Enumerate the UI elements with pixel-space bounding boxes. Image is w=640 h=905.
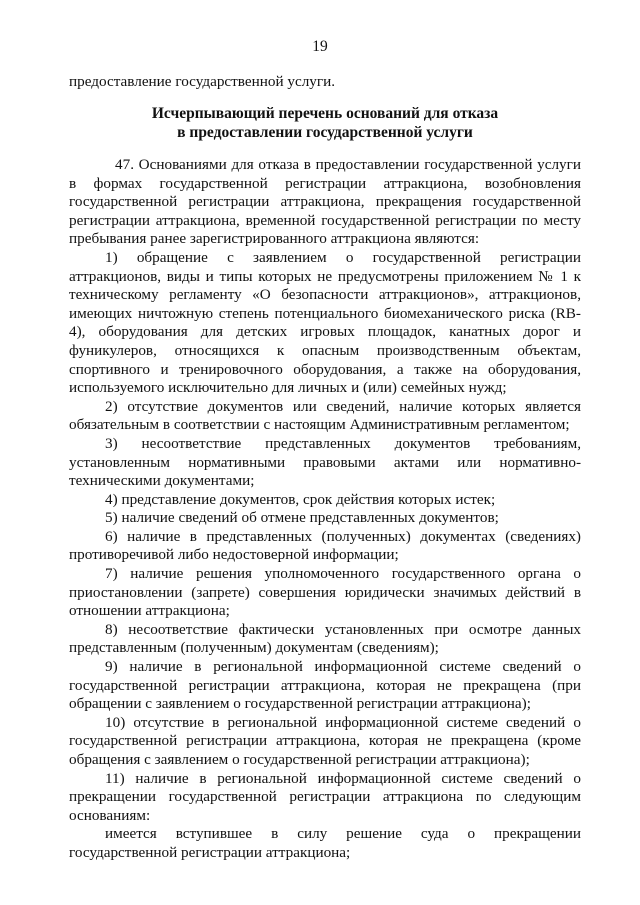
list-item-9: 9) наличие в региональной информационной системе сведений о государственной регистрации аттракциона, которая не прекращена (при обращении с заявлением о государственной регистрации аттракциона);	[69, 658, 581, 713]
list-item-10: 10) отсутствие в региональной информационной системе сведений о государственной регистрации аттракциона, которая не прекращена (кроме обращения с заявлением о государственной регистрации аттракциона);	[69, 713, 581, 768]
section-heading	[69, 104, 581, 142]
list-item-2: 2) отсутствие документов или сведений, наличие которых является обязательным в соответствии с настоящим Административным регламентом;	[69, 397, 581, 434]
paragraph-47: 47. Основаниями для отказа в предоставлении государственной услуги в формах государственной регистрации аттракциона, возобновления государственной регистрации аттракциона, прекращения государственной регистрации аттракциона, временной государственной регистрации по месту пребывания ранее зарегистрированного аттракциона являются:	[69, 156, 581, 248]
heading-line-1: Исчерпывающий перечень оснований для отказа	[151, 105, 499, 122]
heading-line-2: в предоставлении государственной услуги	[177, 124, 473, 141]
list-item-3: 3) несоответствие представленных документов требованиям, установленным нормативными правовыми актами или нормативно-техническими документами;	[69, 434, 581, 490]
continuation-paragraph: предоставление государственной услуги.	[69, 73, 336, 90]
list-item-1: 1) обращение с заявлением о государственной регистрации аттракционов, виды и типы которых не предусмотрены приложением № 1 к техническому регламенту «О безопасности аттракционов», аттракционов, имеющих ничтожную степень потенциального биомеханического риска (RB-4), оборудования для детских игровых площадок, канатных дорог и фуникулеров, относящихся к опасным производственным объектам, спортивного и тренировочного оборудования, а также на оборудования, используемого исключительно для личных и (или) семейных нужд;	[69, 248, 581, 397]
list-item-8: 8) несоответствие фактически установленных при осмотре данных представленным (полученным) документам (сведениям);	[69, 620, 581, 657]
continuation-text	[69, 73, 581, 92]
list-item-5: 5) наличие сведений об отмене представленных документов;	[105, 509, 499, 527]
sub-item-court-decision: имеется вступившее в силу решение суда о прекращении государственной регистрации аттракциона;	[69, 825, 581, 861]
body-text	[69, 156, 581, 863]
list-item-11: 11) наличие в региональной информационной системе сведений о прекращении государственной регистрации аттракциона по следующим основаниям:	[69, 769, 581, 824]
list-item-7: 7) наличие решения уполномоченного государственного органа о приостановлении (запрете) совершения юридически значимых действий в отношении аттракциона;	[69, 565, 581, 620]
list-item-4: 4) представление документов, срок действия которых истек;	[105, 490, 496, 508]
list-item-6: 6) наличие в представленных (полученных) документах (сведениях) противоречивой либо недостоверной информации;	[69, 527, 581, 564]
page-number: 19	[312, 38, 328, 55]
